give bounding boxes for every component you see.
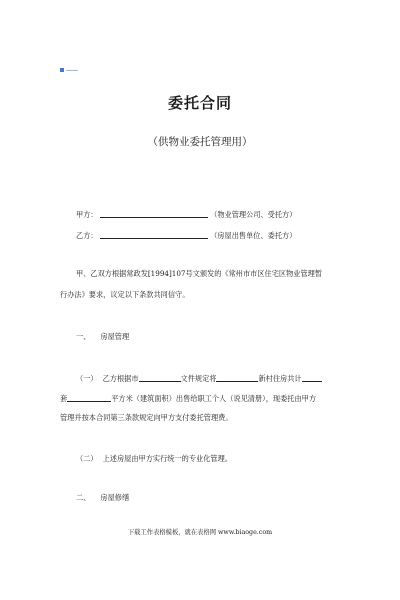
party-a-blank bbox=[100, 209, 208, 218]
document-subtitle: （供物业委托管理用） bbox=[147, 136, 253, 148]
intro-line-1: 甲、乙双方根据常政发[1994]107号文颁发的《常州市市区住宅区物业管理暂 bbox=[76, 269, 323, 278]
party-b-label: 乙方： bbox=[76, 231, 98, 240]
footer-text: 下载工作表格模板，就在表格网 www.biaoge.com bbox=[127, 529, 273, 536]
clause-2-text: 上述房屋由甲方实行统一的专业化管理。 bbox=[102, 454, 232, 463]
document-title: 委托合同 bbox=[167, 94, 232, 112]
section-2-number: 二、 bbox=[76, 493, 91, 502]
village-blank bbox=[216, 373, 258, 382]
party-a-row bbox=[76, 209, 296, 220]
section-1-heading bbox=[76, 332, 129, 342]
party-b-blank bbox=[100, 230, 208, 239]
intro-line-2: 行办法》要求，议定以下条款共同信守。 bbox=[60, 290, 190, 299]
city-blank bbox=[139, 373, 181, 382]
area-blank bbox=[67, 393, 111, 402]
units-blank bbox=[302, 373, 322, 382]
section-2-title: 房屋修缮 bbox=[100, 493, 130, 502]
clause-2 bbox=[76, 454, 232, 464]
clause-1-line-2: 套 平方米（建筑面积）出售给职工个人（说见清册），现委托由甲方 bbox=[60, 394, 317, 403]
clause-1-num: （一） bbox=[76, 374, 98, 383]
clause-1-line-1: （一） 乙方根据市 文件规定将 新村住房共计 bbox=[76, 373, 322, 384]
corner-mark-icon bbox=[60, 68, 80, 72]
clause-2-num: （二） bbox=[76, 454, 98, 463]
section-2-heading bbox=[76, 493, 129, 503]
section-1-number: 一、 bbox=[76, 332, 91, 341]
party-b-note: （房屋出售单位、委托方） bbox=[210, 231, 297, 240]
party-a-note: （物业管理公司、受托方） bbox=[210, 210, 297, 219]
clause-1-line-3: 管理并按本合同第三条款规定向甲方支付委托管理费。 bbox=[60, 413, 233, 422]
party-b-row bbox=[76, 230, 296, 241]
party-a-label: 甲方： bbox=[76, 210, 98, 219]
section-1-title: 房屋管理 bbox=[100, 332, 130, 341]
